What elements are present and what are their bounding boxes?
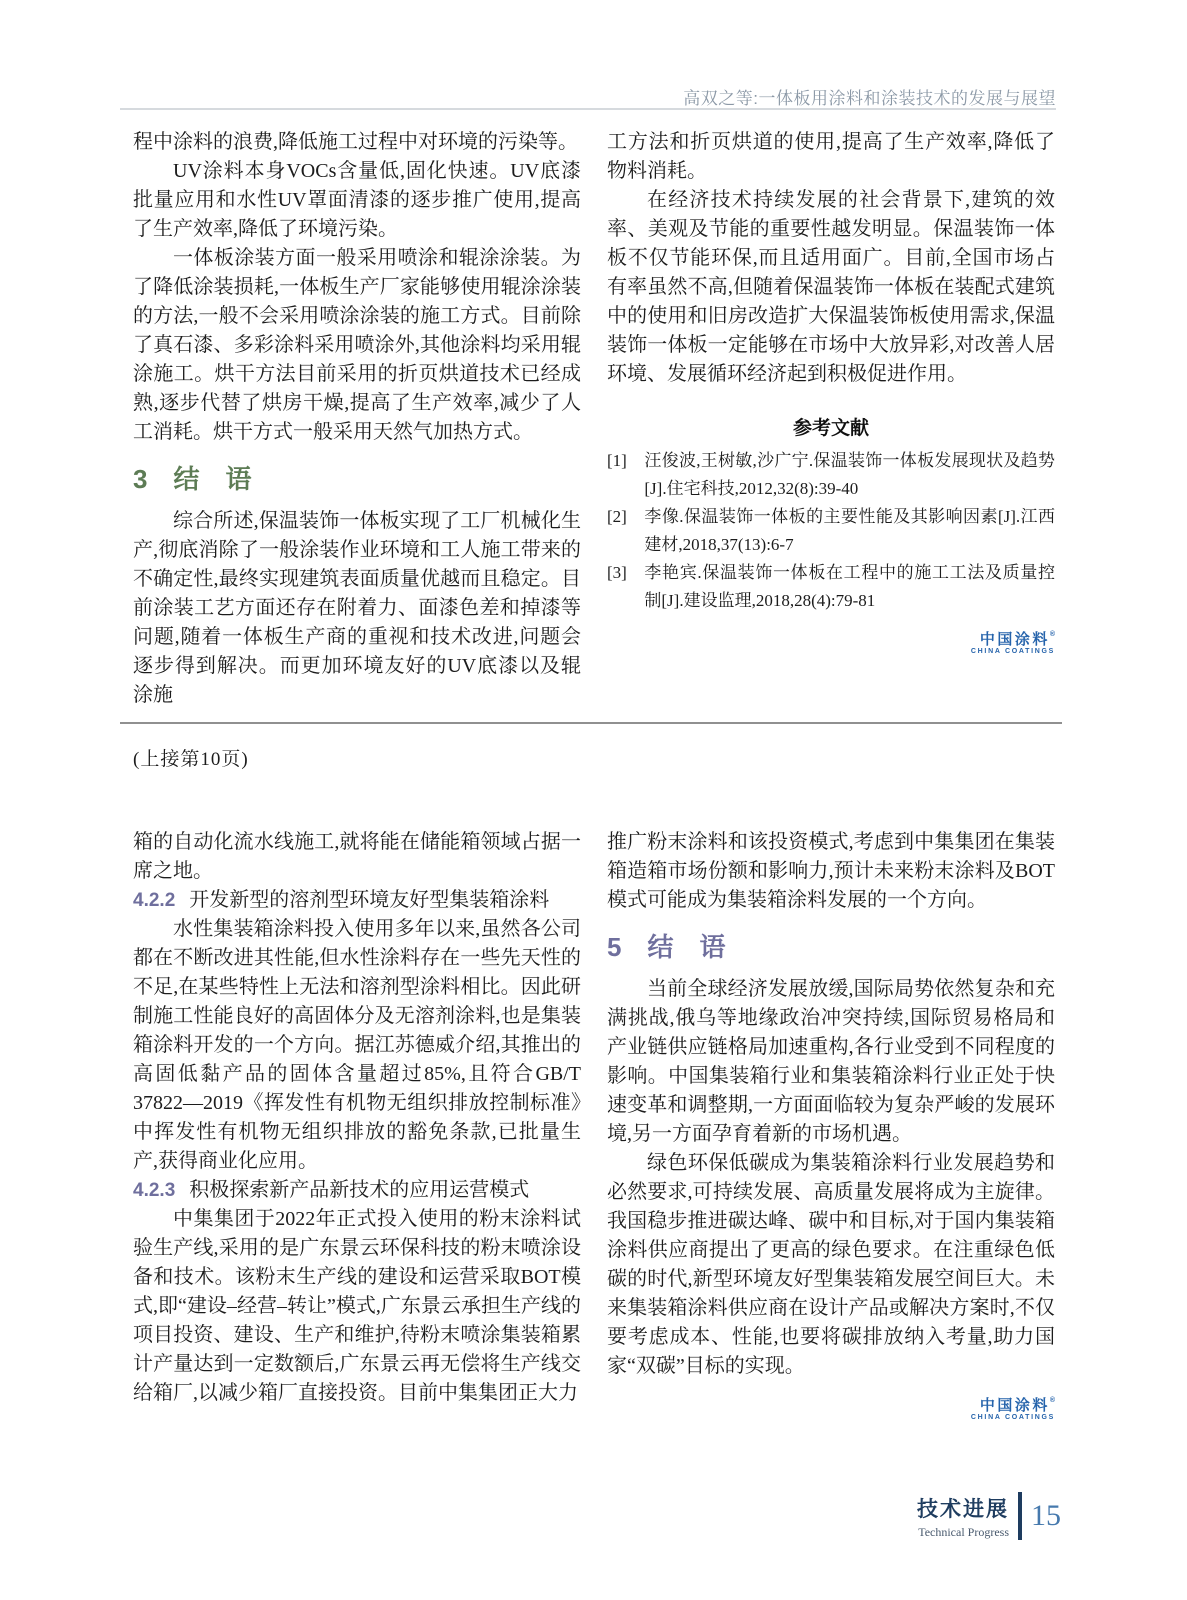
footer-section-cn: 技术进展 [917,1497,1009,1521]
running-head-title: 高双之等:一体板用涂料和涂装技术的发展与展望 [683,89,1056,108]
upper-left-column [133,128,581,710]
lower-right-column [607,828,1055,1422]
reference-number: [2] [607,507,627,526]
reference-text: 李像.保温装饰一体板的主要性能及其影响因素[J].江西建材,2018,37(13):6-7 [644,507,1055,554]
section-title: 结 语 [647,932,726,962]
footer-section-en: Technical Progress [918,1524,1009,1539]
section-number: 5 [607,932,622,962]
registered-mark: ® [1049,1397,1055,1404]
subsection-heading-423 [133,1176,581,1205]
paragraph: 水性集装箱涂料投入使用多年以来,虽然各公司都在不断改进其性能,但水性涂料存在一些先天性的不足,在某些特性上无法和溶剂型涂料相比。因此研制施工性能良好的高固体分及无溶剂涂料,也是集装箱涂料开发的一个方向。据江苏德威介绍,其推出的高固低黏产品的固体含量超过85%,且符合GB/T 37822—2019《挥发性有机物无组织排放控制标准》中挥发性有机物无组织排放的豁免条款,已批量生产,获得商业化应用。 [133,918,581,1172]
logo-en-text: CHINA COATINGS [970,648,1055,656]
paragraph: 程中涂料的浪费,降低施工过程中对环境的污染等。 [133,131,578,153]
reference-number: [3] [607,563,627,582]
footer-section-labels [917,1493,1018,1540]
subsection-number: 4.2.2 [133,890,176,911]
reference-item [607,559,1055,615]
reference-item [607,447,1055,503]
china-coatings-logo [607,631,1055,656]
paragraph: UV涂料本身VOCs含量低,固化快速。UV底漆批量应用和水性UV罩面清漆的逐步推广使用,提高了生产效率,降低了环境污染。 [133,160,581,240]
lower-left-column [133,828,581,1422]
paragraph: 中集集团于2022年正式投入使用的粉末涂料试验生产线,采用的是广东景云环保科技的粉末喷涂设备和技术。该粉末生产线的建设和运营采取BOT模式,即“建设–经营–转让”模式,广东景云承担生产线的项目投资、建设、生产和维护,待粉末喷涂集装箱累计产量达到一定数额后,广东景云再无偿将生产线交给箱厂,以减少箱厂直接投资。目前中集集团正大力 [133,1208,581,1404]
registered-mark: ® [1049,631,1055,638]
reference-number: [1] [607,451,627,470]
logo-cn-text: 中国涂料® [979,1397,1055,1414]
paragraph: 一体板涂装方面一般采用喷涂和辊涂涂装。为了降低涂装损耗,一体板生产厂家能够使用辊涂涂装的方法,一般不会采用喷涂涂装的施工方式。目前除了真石漆、多彩涂料采用喷涂外,其他涂料均采用辊涂施工。烘干方法目前采用的折页烘道技术已经成熟,逐步代替了烘房干燥,提高了生产效率,减少了人工消耗。烘干方式一般采用天然气加热方式。 [133,247,581,443]
section-heading-5 [607,931,1055,963]
section-title: 结 语 [173,464,252,494]
logo-cn-text: 中国涂料® [979,631,1055,648]
paragraph: 工方法和折页烘道的使用,提高了生产效率,降低了物料消耗。 [607,131,1055,182]
paragraph: 推广粉末涂料和该投资模式,考虑到中集集团在集装箱造箱市场份额和影响力,预计未来粉末涂料及BOT模式可能成为集装箱涂料发展的一个方向。 [607,831,1055,911]
reference-item [607,503,1055,559]
reference-text: 李艳宾.保温装饰一体板在工程中的施工工法及质量控制[J].建设监理,2018,28(4):79-81 [644,563,1055,610]
upper-right-column [607,128,1055,710]
continued-note: (上接第10页) [133,749,249,770]
subsection-title: 开发新型的溶剂型环境友好型集装箱涂料 [189,889,550,911]
paragraph: 绿色环保低碳成为集装箱涂料行业发展趋势和必然要求,可持续发展、高质量发展将成为主旋律。我国稳步推进碳达峰、碳中和目标,对于国内集装箱涂料供应商提出了更高的绿色要求。在注重绿色低碳的时代,新型环境友好型集装箱发展空间巨大。未来集装箱涂料供应商在设计产品或解决方案时,不仅要考虑成本、性能,也要将碳排放纳入考量,助力国家“双碳”目标的实现。 [607,1152,1055,1377]
subsection-number: 4.2.3 [133,1180,176,1201]
section-heading-3 [133,463,581,495]
paragraph: 综合所述,保温装饰一体板实现了工厂机械化生产,彻底消除了一般涂装作业环境和工人施工带来的不确定性,最终实现建筑表面质量优越而且稳定。目前涂装工艺方面还存在附着力、面漆色差和掉漆等问题,随着一体板生产商的重视和技术改进,问题会逐步得到解决。而更加环境友好的UV底漆以及辊涂施 [133,510,581,706]
paragraph: 在经济技术持续发展的社会背景下,建筑的效率、美观及节能的重要性越发明显。保温装饰一体板不仅节能环保,而且适用面广。目前,全国市场占有率虽然不高,但随着保温装饰一体板在装配式建筑中的使用和旧房改造扩大保温装饰板使用需求,保温装饰一体板一定能够在市场中大放异彩,对改善人居环境、发展循环经济起到积极促进作用。 [607,189,1055,385]
subsection-heading-422 [133,886,581,915]
paragraph: 当前全球经济发展放缓,国际局势依然复杂和充满挑战,俄乌等地缘政治冲突持续,国际贸易格局和产业链供应链格局加速重构,各行业受到不同程度的影响。中国集装箱行业和集装箱涂料行业正处于快速变革和调整期,一方面面临较为复杂严峻的发展环境,另一方面孕育着新的市场机遇。 [607,978,1055,1145]
article-divider-rule [120,722,1062,724]
reference-text: 汪俊波,王树敏,沙广宁.保温装饰一体板发展现状及趋势[J].住宅科技,2012,32(8):39-40 [644,451,1055,498]
references-title: 参考文献 [792,418,869,439]
upper-article-section [133,128,1055,710]
header-rule [120,108,1056,110]
paragraph: 箱的自动化流水线施工,就将能在储能箱领域占据一席之地。 [133,831,581,882]
section-number: 3 [133,464,148,494]
lower-article-section [133,828,1055,1422]
subsection-title: 积极探索新产品新技术的应用运营模式 [189,1179,530,1201]
logo-en-text: CHINA COATINGS [970,1414,1055,1422]
footer [917,1492,1061,1540]
china-coatings-logo [607,1397,1055,1422]
page-number: 15 [1031,1499,1061,1532]
